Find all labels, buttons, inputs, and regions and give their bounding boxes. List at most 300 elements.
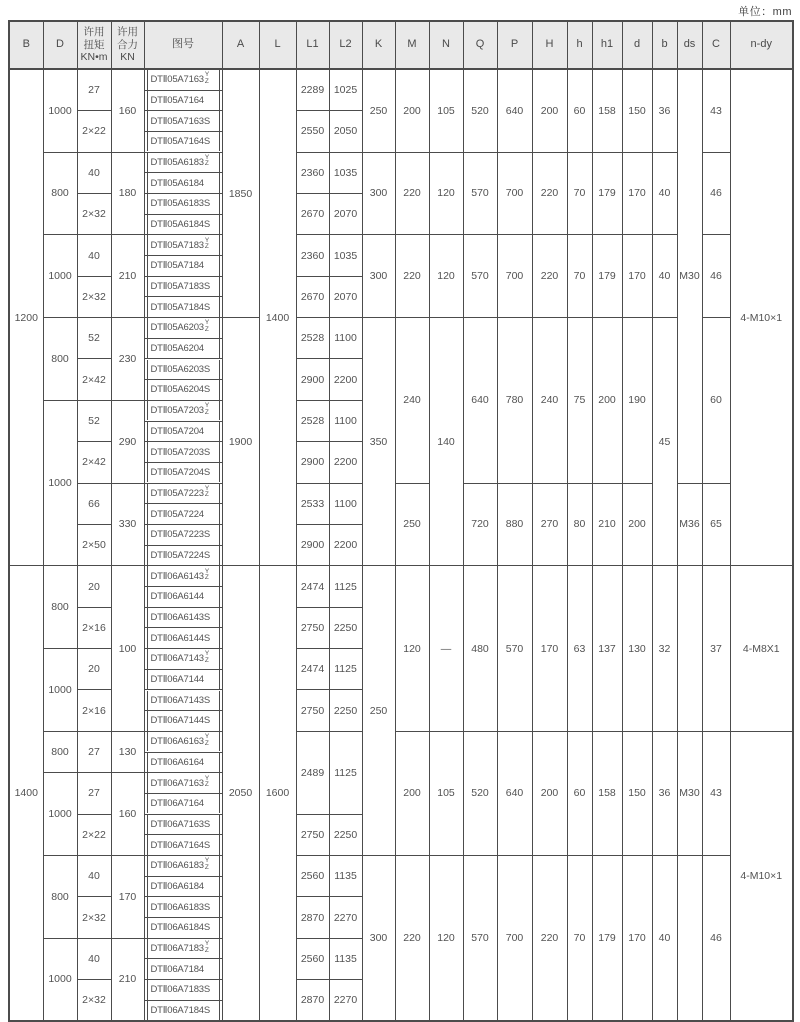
cell-h: 63 bbox=[567, 566, 592, 732]
cell-L2: 2250 bbox=[329, 607, 362, 648]
table-row bbox=[9, 318, 793, 339]
cell-L1: 2750 bbox=[296, 814, 329, 855]
cell-torque: 2×32 bbox=[77, 897, 111, 938]
cell-L1: 2533 bbox=[296, 483, 329, 524]
drawing-number-box: DTⅡ05A7163 Y Z bbox=[147, 70, 220, 90]
cell-H: 220 bbox=[532, 235, 567, 318]
drawing-number-box: DTⅡ06A7143 Y Z bbox=[147, 649, 220, 669]
cell-A: 2050 bbox=[222, 566, 259, 1021]
drawing-number-box: DTⅡ05A7183 Y Z bbox=[147, 235, 220, 255]
cell-P: 700 bbox=[497, 235, 532, 318]
cell-drawing bbox=[144, 111, 222, 132]
cell-K: 350 bbox=[362, 318, 395, 566]
column-header-B: B bbox=[9, 21, 43, 69]
cell-L1: 2900 bbox=[296, 524, 329, 565]
cell-D: 1000 bbox=[43, 69, 77, 152]
cell-drawing bbox=[144, 773, 222, 794]
cell-M: 250 bbox=[395, 483, 429, 566]
column-header-drawing: 图号 bbox=[144, 21, 222, 69]
cell-B: 1400 bbox=[9, 566, 43, 1021]
drawing-number-box: DTⅡ06A7163S bbox=[147, 815, 220, 835]
catalog-sheet bbox=[8, 0, 792, 1022]
column-header-P: P bbox=[497, 21, 532, 69]
cell-H: 270 bbox=[532, 483, 567, 566]
cell-L2: 2270 bbox=[329, 980, 362, 1022]
column-header-Q: Q bbox=[463, 21, 497, 69]
cell-L2: 1100 bbox=[329, 483, 362, 524]
cell-D: 800 bbox=[43, 855, 77, 938]
cell-force: 170 bbox=[111, 855, 144, 938]
drawing-number-box: DTⅡ06A6164 bbox=[147, 753, 220, 773]
cell-drawing bbox=[144, 318, 222, 339]
drawing-number-box: DTⅡ06A6144S bbox=[147, 628, 220, 648]
cell-drawing bbox=[144, 131, 222, 152]
cell-L2: 1100 bbox=[329, 318, 362, 359]
cell-Q: 520 bbox=[463, 69, 497, 152]
cell-L1: 2474 bbox=[296, 649, 329, 690]
drawing-number-box: DTⅡ05A7203S bbox=[147, 442, 220, 462]
cell-drawing bbox=[144, 214, 222, 235]
cell-force: 330 bbox=[111, 483, 144, 566]
cell-drawing bbox=[144, 462, 222, 483]
cell-L1: 2528 bbox=[296, 400, 329, 441]
column-header-L: L bbox=[259, 21, 296, 69]
cell-K: 300 bbox=[362, 855, 395, 1021]
cell-drawing bbox=[144, 814, 222, 835]
drawing-number-box: DTⅡ05A6203S bbox=[147, 360, 220, 380]
cell-C: 65 bbox=[702, 483, 730, 566]
cell-torque: 27 bbox=[77, 69, 111, 111]
cell-L2: 2050 bbox=[329, 111, 362, 152]
cell-L2: 1035 bbox=[329, 152, 362, 193]
cell-torque: 2×16 bbox=[77, 607, 111, 648]
cell-h1: 137 bbox=[592, 566, 622, 732]
cell-h: 70 bbox=[567, 152, 592, 235]
cell-D: 1000 bbox=[43, 773, 77, 856]
cell-K: 250 bbox=[362, 69, 395, 152]
cell-drawing bbox=[144, 421, 222, 442]
drawing-number-box: DTⅡ06A7164 bbox=[147, 794, 220, 814]
drawing-number-box: DTⅡ05A7224 bbox=[147, 504, 220, 524]
drawing-number-box: DTⅡ06A7144 bbox=[147, 670, 220, 690]
column-header-h1: h1 bbox=[592, 21, 622, 69]
drawing-number-box: DTⅡ05A6204S bbox=[147, 380, 220, 400]
cell-N: 120 bbox=[429, 152, 463, 235]
cell-L1: 2360 bbox=[296, 152, 329, 193]
cell-force: 180 bbox=[111, 152, 144, 235]
cell-P: 880 bbox=[497, 483, 532, 566]
column-header-force: 许用 合力 KN bbox=[111, 21, 144, 69]
cell-C: 43 bbox=[702, 69, 730, 152]
column-header-C: C bbox=[702, 21, 730, 69]
cell-torque: 2×50 bbox=[77, 524, 111, 565]
drawing-number-box: DTⅡ05A7183S bbox=[147, 277, 220, 297]
cell-h: 70 bbox=[567, 855, 592, 1021]
cell-force: 210 bbox=[111, 235, 144, 318]
cell-drawing bbox=[144, 938, 222, 959]
cell-torque: 2×16 bbox=[77, 690, 111, 731]
cell-h1: 210 bbox=[592, 483, 622, 566]
drawing-number-box: DTⅡ05A6203 Y Z bbox=[147, 318, 220, 338]
cell-Q: 640 bbox=[463, 318, 497, 484]
cell-C: 46 bbox=[702, 235, 730, 318]
cell-b: 36 bbox=[652, 731, 677, 855]
cell-torque: 52 bbox=[77, 400, 111, 441]
cell-drawing bbox=[144, 690, 222, 711]
drawing-number-box: DTⅡ06A6143 Y Z bbox=[147, 566, 220, 586]
cell-ndy: 4-M10×1 bbox=[730, 731, 793, 1021]
column-header-M: M bbox=[395, 21, 429, 69]
cell-D: 1000 bbox=[43, 938, 77, 1021]
column-header-L2: L2 bbox=[329, 21, 362, 69]
cell-L2: 1135 bbox=[329, 938, 362, 979]
drawing-number-box: DTⅡ05A7204 bbox=[147, 422, 220, 442]
cell-d: 170 bbox=[622, 152, 652, 235]
cell-drawing bbox=[144, 338, 222, 359]
cell-torque: 40 bbox=[77, 152, 111, 193]
cell-L1: 2474 bbox=[296, 566, 329, 607]
cell-force: 230 bbox=[111, 318, 144, 401]
table-row bbox=[9, 566, 793, 587]
cell-L1: 2870 bbox=[296, 897, 329, 938]
cell-drawing bbox=[144, 400, 222, 421]
column-header-K: K bbox=[362, 21, 395, 69]
cell-h: 80 bbox=[567, 483, 592, 566]
table-row bbox=[9, 731, 793, 752]
cell-b: 36 bbox=[652, 69, 677, 152]
cell-L1: 2360 bbox=[296, 235, 329, 276]
cell-L1: 2550 bbox=[296, 111, 329, 152]
cell-torque: 52 bbox=[77, 318, 111, 359]
drawing-number-box: DTⅡ06A6183S bbox=[147, 897, 220, 917]
cell-D: 1000 bbox=[43, 400, 77, 566]
cell-L2: 1135 bbox=[329, 855, 362, 896]
cell-K: 300 bbox=[362, 152, 395, 235]
cell-drawing bbox=[144, 793, 222, 814]
cell-D: 1000 bbox=[43, 235, 77, 318]
cell-Q: 570 bbox=[463, 152, 497, 235]
cell-drawing bbox=[144, 607, 222, 628]
cell-force: 290 bbox=[111, 400, 144, 483]
cell-L1: 2489 bbox=[296, 731, 329, 814]
cell-C: 43 bbox=[702, 731, 730, 855]
cell-L2: 1125 bbox=[329, 566, 362, 607]
drawing-number-box: DTⅡ05A7184 bbox=[147, 256, 220, 276]
cell-P: 640 bbox=[497, 69, 532, 152]
drawing-number-box: DTⅡ06A6183 Y Z bbox=[147, 856, 220, 876]
drawing-number-box: DTⅡ05A6183 Y Z bbox=[147, 153, 220, 173]
drawing-number-box: DTⅡ05A7204S bbox=[147, 463, 220, 483]
cell-torque: 27 bbox=[77, 773, 111, 814]
cell-N: 105 bbox=[429, 731, 463, 855]
cell-K: 300 bbox=[362, 235, 395, 318]
cell-drawing bbox=[144, 876, 222, 897]
drawing-number-box: DTⅡ06A6144 bbox=[147, 587, 220, 607]
cell-L1: 2289 bbox=[296, 69, 329, 111]
cell-drawing bbox=[144, 711, 222, 732]
cell-torque: 2×42 bbox=[77, 359, 111, 400]
cell-L1: 2560 bbox=[296, 938, 329, 979]
cell-drawing bbox=[144, 835, 222, 856]
drawing-number-box: DTⅡ06A7163 Y Z bbox=[147, 773, 220, 793]
cell-drawing bbox=[144, 897, 222, 918]
cell-P: 700 bbox=[497, 152, 532, 235]
cell-b: 40 bbox=[652, 235, 677, 318]
variant-suffix: Y Z bbox=[204, 236, 210, 251]
cell-h1: 200 bbox=[592, 318, 622, 484]
cell-drawing bbox=[144, 628, 222, 649]
variant-suffix: Y Z bbox=[204, 650, 210, 664]
cell-D: 800 bbox=[43, 731, 77, 772]
cell-L1: 2750 bbox=[296, 690, 329, 731]
cell-drawing bbox=[144, 69, 222, 90]
drawing-number-box: DTⅡ06A6143S bbox=[147, 608, 220, 628]
cell-drawing bbox=[144, 855, 222, 876]
column-header-h: h bbox=[567, 21, 592, 69]
cell-L2: 1035 bbox=[329, 235, 362, 276]
cell-B: 1200 bbox=[9, 69, 43, 566]
cell-drawing bbox=[144, 545, 222, 566]
cell-L1: 2670 bbox=[296, 276, 329, 317]
cell-h1: 179 bbox=[592, 152, 622, 235]
cell-force: 130 bbox=[111, 731, 144, 772]
cell-L2: 1025 bbox=[329, 69, 362, 111]
cell-drawing bbox=[144, 256, 222, 277]
cell-drawing bbox=[144, 752, 222, 773]
cell-ds: M30 bbox=[677, 731, 702, 855]
cell-torque: 40 bbox=[77, 938, 111, 979]
cell-b: 32 bbox=[652, 566, 677, 732]
cell-b: 40 bbox=[652, 152, 677, 235]
cell-drawing bbox=[144, 566, 222, 587]
cell-Q: 480 bbox=[463, 566, 497, 732]
variant-suffix: Y Z bbox=[204, 940, 210, 954]
cell-d: 150 bbox=[622, 69, 652, 152]
cell-L: 1600 bbox=[259, 566, 296, 1021]
cell-M: 220 bbox=[395, 152, 429, 235]
cell-h1: 158 bbox=[592, 731, 622, 855]
cell-P: 780 bbox=[497, 318, 532, 484]
drawing-number-box: DTⅡ06A7183S bbox=[147, 980, 220, 1000]
cell-drawing bbox=[144, 649, 222, 670]
cell-drawing bbox=[144, 359, 222, 380]
cell-drawing bbox=[144, 90, 222, 111]
cell-Q: 520 bbox=[463, 731, 497, 855]
cell-C: 37 bbox=[702, 566, 730, 732]
cell-P: 640 bbox=[497, 731, 532, 855]
drawing-number-box: DTⅡ06A6163 Y Z bbox=[147, 732, 220, 752]
cell-L1: 2900 bbox=[296, 442, 329, 483]
cell-torque: 2×32 bbox=[77, 193, 111, 234]
drawing-number-box: DTⅡ06A7183 Y Z bbox=[147, 939, 220, 959]
table-row bbox=[9, 152, 793, 173]
cell-torque: 2×32 bbox=[77, 276, 111, 317]
cell-H: 220 bbox=[532, 152, 567, 235]
variant-suffix: Y Z bbox=[204, 774, 210, 789]
drawing-number-box: DTⅡ05A6204 bbox=[147, 339, 220, 359]
cell-L2: 2200 bbox=[329, 442, 362, 483]
cell-L: 1400 bbox=[259, 69, 296, 566]
cell-H: 220 bbox=[532, 855, 567, 1021]
cell-L2: 2070 bbox=[329, 276, 362, 317]
column-header-H: H bbox=[532, 21, 567, 69]
cell-N: 105 bbox=[429, 69, 463, 152]
cell-A: 1850 bbox=[222, 69, 259, 318]
cell-d: 170 bbox=[622, 855, 652, 1021]
cell-torque: 2×42 bbox=[77, 442, 111, 483]
cell-force: 100 bbox=[111, 566, 144, 732]
cell-h1: 179 bbox=[592, 855, 622, 1021]
cell-L1: 2560 bbox=[296, 855, 329, 896]
cell-Q: 720 bbox=[463, 483, 497, 566]
cell-drawing bbox=[144, 980, 222, 1001]
cell-L2: 2250 bbox=[329, 690, 362, 731]
header-row bbox=[9, 21, 793, 69]
cell-drawing bbox=[144, 959, 222, 980]
cell-torque: 27 bbox=[77, 731, 111, 772]
cell-ds bbox=[677, 855, 702, 1021]
cell-L2: 1125 bbox=[329, 649, 362, 690]
cell-d: 130 bbox=[622, 566, 652, 732]
cell-drawing bbox=[144, 193, 222, 214]
drawing-number-box: DTⅡ05A6183S bbox=[147, 194, 220, 214]
column-header-ndy: n-dy bbox=[730, 21, 793, 69]
cell-d: 170 bbox=[622, 235, 652, 318]
drawing-number-box: DTⅡ05A7184S bbox=[147, 297, 220, 317]
drawing-number-box: DTⅡ06A6184S bbox=[147, 918, 220, 938]
cell-L1: 2870 bbox=[296, 980, 329, 1022]
cell-ndy: 4-M8X1 bbox=[730, 566, 793, 732]
drawing-number-box: DTⅡ05A6184 bbox=[147, 173, 220, 193]
cell-torque: 66 bbox=[77, 483, 111, 524]
table-row bbox=[9, 69, 793, 90]
cell-drawing bbox=[144, 173, 222, 194]
cell-drawing bbox=[144, 276, 222, 297]
cell-Q: 570 bbox=[463, 855, 497, 1021]
drawing-number-box: DTⅡ06A7144S bbox=[147, 711, 220, 731]
column-header-L1: L1 bbox=[296, 21, 329, 69]
cell-H: 200 bbox=[532, 731, 567, 855]
column-header-b: b bbox=[652, 21, 677, 69]
variant-suffix: Y Z bbox=[204, 567, 210, 582]
cell-M: 240 bbox=[395, 318, 429, 484]
cell-Q: 570 bbox=[463, 235, 497, 318]
cell-D: 800 bbox=[43, 318, 77, 401]
cell-D: 800 bbox=[43, 566, 77, 649]
table-row bbox=[9, 235, 793, 256]
drawing-number-box: DTⅡ05A7223 Y Z bbox=[147, 484, 220, 504]
cell-d: 190 bbox=[622, 318, 652, 484]
cell-ds: M36 bbox=[677, 483, 702, 566]
cell-torque: 2×32 bbox=[77, 980, 111, 1022]
drawing-number-box: DTⅡ05A7164S bbox=[147, 132, 220, 152]
cell-ds: M30 bbox=[677, 69, 702, 483]
column-header-N: N bbox=[429, 21, 463, 69]
cell-drawing bbox=[144, 524, 222, 545]
cell-N: 120 bbox=[429, 235, 463, 318]
cell-L1: 2528 bbox=[296, 318, 329, 359]
cell-drawing bbox=[144, 587, 222, 608]
drawing-number-box: DTⅡ06A6184 bbox=[147, 877, 220, 897]
cell-M: 200 bbox=[395, 69, 429, 152]
cell-drawing bbox=[144, 297, 222, 318]
drawing-number-box: DTⅡ05A7164 bbox=[147, 91, 220, 111]
cell-P: 700 bbox=[497, 855, 532, 1021]
column-header-D: D bbox=[43, 21, 77, 69]
cell-drawing bbox=[144, 731, 222, 752]
drawing-number-box: DTⅡ06A7143S bbox=[147, 691, 220, 711]
cell-torque: 2×22 bbox=[77, 814, 111, 855]
cell-drawing bbox=[144, 918, 222, 939]
cell-P: 570 bbox=[497, 566, 532, 732]
cell-L1: 2900 bbox=[296, 359, 329, 400]
drawing-number-box: DTⅡ05A7224S bbox=[147, 546, 220, 566]
cell-L2: 2070 bbox=[329, 193, 362, 234]
cell-D: 1000 bbox=[43, 649, 77, 732]
cell-L1: 2750 bbox=[296, 607, 329, 648]
variant-suffix: Y Z bbox=[204, 153, 210, 168]
cell-force: 160 bbox=[111, 773, 144, 856]
cell-torque: 2×22 bbox=[77, 111, 111, 152]
cell-torque: 40 bbox=[77, 235, 111, 276]
cell-drawing bbox=[144, 1000, 222, 1021]
variant-suffix: Y Z bbox=[204, 402, 210, 416]
drawing-number-box: DTⅡ05A7223S bbox=[147, 525, 220, 545]
cell-M: 200 bbox=[395, 731, 429, 855]
cell-H: 200 bbox=[532, 69, 567, 152]
cell-L2: 2270 bbox=[329, 897, 362, 938]
cell-M: 220 bbox=[395, 235, 429, 318]
cell-force: 210 bbox=[111, 938, 144, 1021]
cell-ds bbox=[677, 566, 702, 732]
cell-drawing bbox=[144, 483, 222, 504]
cell-b: 45 bbox=[652, 318, 677, 566]
column-header-ds: ds bbox=[677, 21, 702, 69]
drawing-number-box: DTⅡ05A6184S bbox=[147, 215, 220, 235]
cell-L1: 2670 bbox=[296, 193, 329, 234]
cell-M: 220 bbox=[395, 855, 429, 1021]
column-header-torque: 许用 扭矩 KN•m bbox=[77, 21, 111, 69]
cell-K: 250 bbox=[362, 566, 395, 856]
cell-drawing bbox=[144, 152, 222, 173]
cell-h: 60 bbox=[567, 731, 592, 855]
drawing-number-box: DTⅡ06A7184 bbox=[147, 959, 220, 979]
cell-D: 800 bbox=[43, 152, 77, 235]
cell-h: 75 bbox=[567, 318, 592, 484]
column-header-A: A bbox=[222, 21, 259, 69]
cell-C: 60 bbox=[702, 318, 730, 484]
column-header-d: d bbox=[622, 21, 652, 69]
cell-L2: 1125 bbox=[329, 731, 362, 814]
variant-suffix: Y Z bbox=[204, 484, 210, 499]
cell-C: 46 bbox=[702, 152, 730, 235]
drawing-number-box: DTⅡ06A7164S bbox=[147, 835, 220, 855]
cell-C: 46 bbox=[702, 855, 730, 1021]
variant-suffix: Y Z bbox=[204, 857, 210, 871]
cell-L2: 1100 bbox=[329, 400, 362, 441]
variant-suffix: Y Z bbox=[204, 71, 210, 85]
cell-d: 200 bbox=[622, 483, 652, 566]
cell-L2: 2200 bbox=[329, 524, 362, 565]
cell-d: 150 bbox=[622, 731, 652, 855]
cell-drawing bbox=[144, 442, 222, 463]
variant-suffix: Y Z bbox=[204, 733, 210, 747]
unit-label: 单位：mm bbox=[738, 6, 792, 18]
cell-H: 170 bbox=[532, 566, 567, 732]
cell-drawing bbox=[144, 669, 222, 690]
cell-torque: 40 bbox=[77, 855, 111, 896]
cell-b: 40 bbox=[652, 855, 677, 1021]
